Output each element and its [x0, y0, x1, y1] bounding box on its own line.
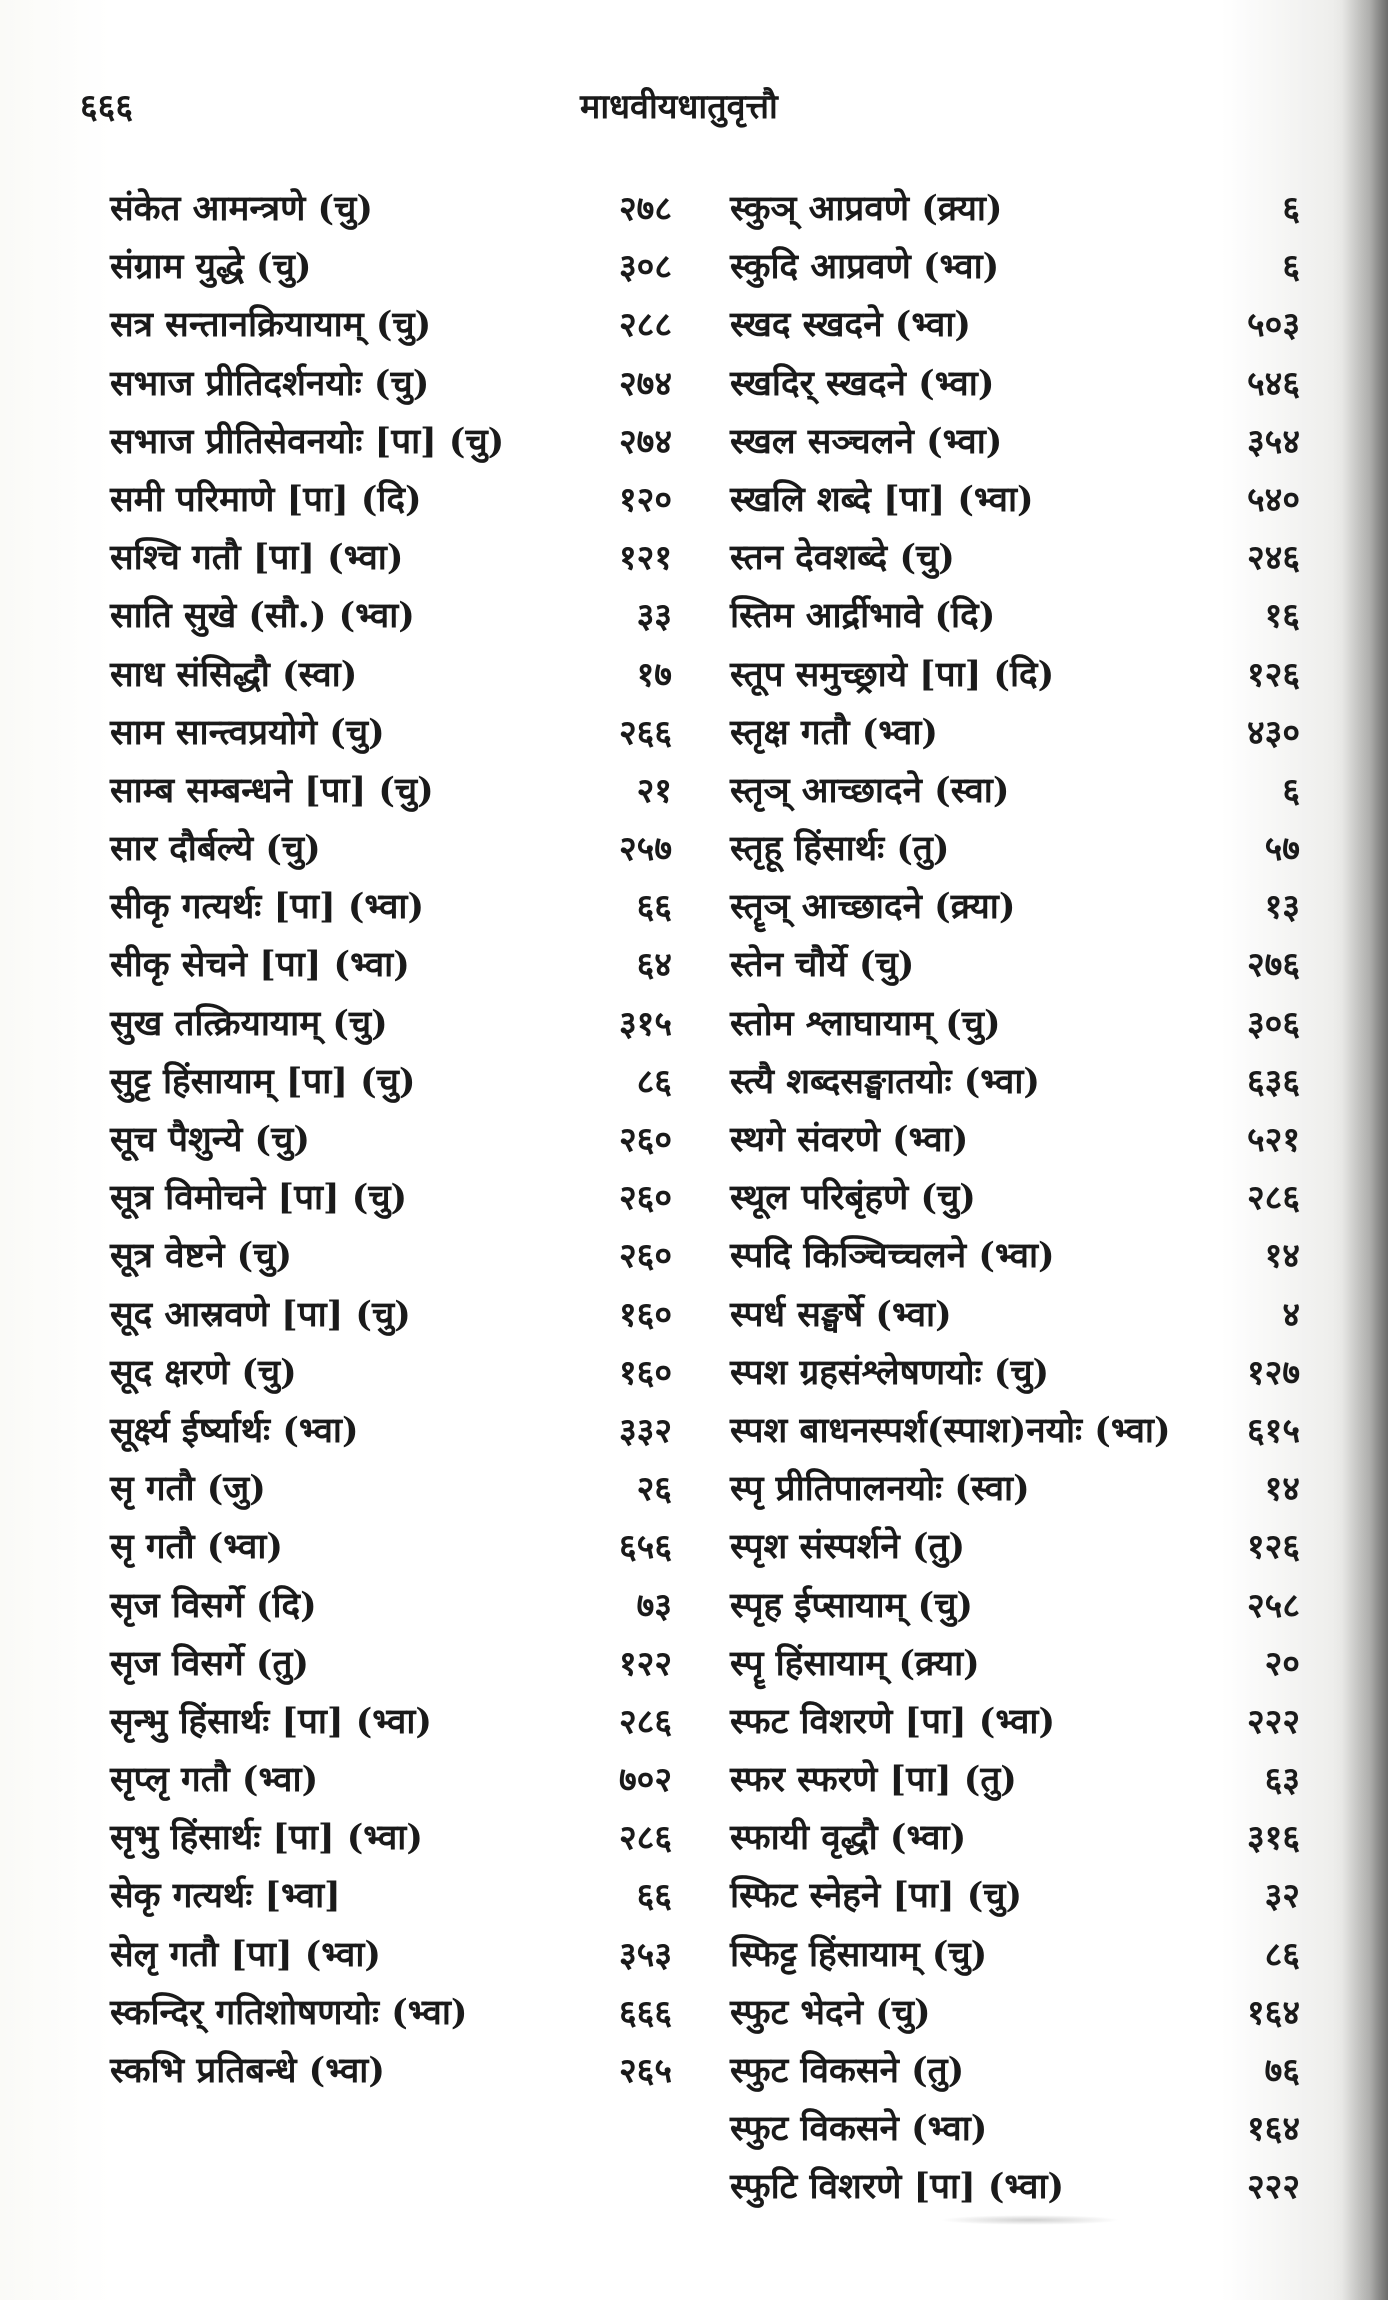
entry-root: स्फिट स्नेहने [पा] (चु) [730, 1875, 1023, 1917]
entry-root: स्तोम श्लाघायाम् (चु) [730, 1002, 1001, 1044]
entry-page-ref: ४ [1282, 1294, 1300, 1335]
index-entry [730, 936, 1300, 994]
index-entry [730, 413, 1300, 471]
index-entry [110, 587, 670, 645]
index-entry [730, 820, 1300, 878]
entry-root: सुख तत्क्रियायाम् (चु) [110, 1002, 388, 1044]
index-entry [730, 1460, 1300, 1518]
index-entry [730, 2158, 1300, 2216]
entry-page-ref: २६ [636, 1469, 672, 1510]
entry-root: साम्ब सम्बन्धने [पा] (चु) [110, 769, 434, 811]
entry-root: सूत्र विमोचने [पा] (चु) [110, 1177, 408, 1219]
index-entry [730, 1984, 1300, 2042]
entry-page-ref: ६ [1282, 247, 1300, 288]
index-entry [110, 1227, 670, 1285]
entry-page-ref: ६ [1282, 770, 1300, 811]
index-entry [110, 1460, 670, 1518]
index-entry [110, 820, 670, 878]
entry-root: संग्राम युद्धे (चु) [110, 246, 312, 288]
entry-root: स्फुट विकसने (भ्वा) [730, 2108, 988, 2150]
entry-root: सार दौर्बल्ये (चु) [110, 828, 321, 870]
entry-page-ref: ७६ [1264, 2051, 1300, 2091]
entry-root: सृ गतौ (भ्वा) [110, 1526, 283, 1568]
entry-root: साति सुखे (सौ.) (भ्वा) [110, 595, 415, 637]
entry-page-ref: ६३ [1264, 1760, 1300, 1801]
entry-root: सूच पैशुन्ये (चु) [110, 1119, 310, 1160]
entry-root: स्फुटि विशरणे [पा] (भ्वा) [730, 2166, 1065, 2208]
entry-page-ref: २८८ [618, 305, 672, 346]
entry-root: स्तॄञ् आच्छादने (क्र्या) [730, 886, 1016, 928]
index-entry [730, 1402, 1300, 1460]
entry-root: सश्चि गतौ [पा] (भ्वा) [110, 537, 404, 579]
entry-root: स्कन्दिर् गतिशोषणयोः (भ्वा) [110, 1991, 468, 2033]
index-entry [110, 529, 670, 587]
entry-page-ref: १४ [1264, 1469, 1300, 1510]
entry-root: सभाज प्रीतिसेवनयोः [पा] (चु) [110, 420, 505, 462]
index-entry [110, 1867, 670, 1925]
ink-smudge [940, 2215, 1120, 2225]
entry-page-ref: १३ [1264, 887, 1300, 928]
entry-page-ref: ६५६ [618, 1527, 672, 1568]
entry-root: समी परिमाणे [पा] (दि) [110, 478, 422, 520]
entry-root: सीकृ सेचने [पा] (भ्वा) [110, 944, 410, 986]
index-entry [730, 1169, 1300, 1227]
entry-root: सत्र सन्तानक्रियायाम् (चु) [110, 304, 432, 346]
index-entry [110, 1926, 670, 1984]
entry-page-ref: २१ [636, 770, 672, 811]
entry-page-ref: ३०६ [1246, 1003, 1300, 1044]
index-entry [730, 1111, 1300, 1169]
entry-root: स्पृश संस्पर्शने (तु) [730, 1526, 966, 1568]
index-entry [730, 1344, 1300, 1402]
index-entry [110, 1809, 670, 1867]
index-entry [110, 238, 670, 296]
entry-page-ref: २७४ [618, 363, 672, 404]
entry-page-ref: १६४ [1246, 1992, 1300, 2033]
right-column [730, 180, 1300, 2217]
entry-root: सूद क्षरणे (चु) [110, 1351, 297, 1393]
entry-page-ref: १२० [618, 479, 672, 520]
entry-page-ref: २८६ [618, 1701, 672, 1742]
index-entry [110, 878, 670, 936]
entry-page-ref: २५८ [1246, 1585, 1300, 1626]
entry-root: स्खदिर् स्खदने (भ्वा) [730, 362, 995, 404]
index-entry [110, 1577, 670, 1635]
entry-page-ref: ३०८ [618, 247, 672, 288]
entry-root: संकेत आमन्त्रणे (चु) [110, 188, 373, 229]
entry-page-ref: ६६६ [618, 1992, 672, 2033]
page-header [80, 82, 1330, 142]
index-entry [730, 878, 1300, 936]
entry-page-ref: ६ [1282, 189, 1300, 229]
index-entry [110, 646, 670, 704]
entry-root: साम सान्त्वप्रयोगे (चु) [110, 711, 385, 753]
index-entry [730, 1751, 1300, 1809]
entry-root: स्तृहू हिंसार्थः (तु) [730, 828, 950, 870]
entry-page-ref: २६५ [618, 2051, 672, 2091]
entry-page-ref: १६० [618, 1352, 672, 1393]
index-entry [730, 646, 1300, 704]
entry-root: स्पदि किञ्चिच्चलने (भ्वा) [730, 1235, 1055, 1277]
entry-root: स्तन देवशब्दे (चु) [730, 537, 955, 579]
entry-page-ref: १६० [618, 1294, 672, 1335]
entry-root: स्फायी वृद्धौ (भ्वा) [730, 1817, 967, 1859]
entry-page-ref: ५०३ [1246, 305, 1300, 346]
index-entry [110, 936, 670, 994]
entry-page-ref: २६६ [618, 712, 672, 753]
index-entry [110, 1693, 670, 1751]
entry-root: स्पॄ हिंसायाम् (क्र्या) [730, 1642, 980, 1684]
entry-page-ref: २२२ [1246, 2167, 1300, 2208]
entry-root: सूद आस्रवणे [पा] (चु) [110, 1293, 411, 1335]
entry-page-ref: १२७ [1246, 1352, 1300, 1393]
entry-page-ref: ५७ [1264, 829, 1300, 870]
index-entry [110, 704, 670, 762]
entry-page-ref: ५४६ [1246, 363, 1300, 404]
index-entry [110, 1984, 670, 2042]
index-entry [730, 2100, 1300, 2158]
entry-root: स्थगे संवरणे (भ्वा) [730, 1119, 969, 1160]
entry-root: सृभु हिंसार्थः [पा] (भ्वा) [110, 1817, 423, 1859]
entry-root: स्खल सञ्चलने (भ्वा) [730, 420, 1003, 462]
index-entry [110, 762, 670, 820]
entry-page-ref: १२१ [618, 538, 672, 579]
entry-page-ref: २६० [618, 1178, 672, 1219]
entry-root: स्फुट भेदने (चु) [730, 1991, 931, 2033]
entry-root: सृन्भु हिंसार्थः [पा] (भ्वा) [110, 1700, 432, 1742]
entry-page-ref: ७३ [636, 1585, 672, 1626]
index-entry [730, 355, 1300, 413]
index-entry [110, 296, 670, 354]
entry-page-ref: ३१६ [1246, 1818, 1300, 1859]
index-entry [730, 1809, 1300, 1867]
entry-root: सभाज प्रीतिदर्शनयोः (चु) [110, 362, 430, 404]
left-column [110, 180, 670, 2100]
entry-page-ref: २० [1264, 1643, 1300, 1684]
index-entry [730, 2042, 1300, 2100]
index-entry [730, 1926, 1300, 1984]
index-entry [110, 1344, 670, 1402]
entry-root: स्कुदि आप्रवणे (भ्वा) [730, 246, 1000, 288]
entry-root: साध संसिद्धौ (स्वा) [110, 653, 358, 695]
entry-page-ref: ५४० [1246, 479, 1300, 520]
entry-page-ref: १४ [1264, 1236, 1300, 1277]
entry-page-ref: ४३० [1246, 712, 1300, 753]
entry-page-ref: २८६ [618, 1818, 672, 1859]
index-entry [110, 1286, 670, 1344]
index-entry [730, 1635, 1300, 1693]
entry-page-ref: २२२ [1246, 1701, 1300, 1742]
entry-page-ref: ३३२ [618, 1410, 672, 1451]
page-edge-shadow [1342, 0, 1388, 2300]
entry-root: स्पर्ध सङ्घर्षे (भ्वा) [730, 1293, 952, 1335]
entry-root: स्पश ग्रहसंश्लेषणयोः (चु) [730, 1351, 1050, 1393]
entry-root: स्खलि शब्दे [पा] (भ्वा) [730, 478, 1034, 520]
entry-page-ref: १६ [1264, 596, 1300, 637]
index-entry [730, 529, 1300, 587]
entry-root: स्फर स्फरणे [पा] (तु) [730, 1759, 1017, 1801]
index-entry [110, 2042, 670, 2100]
index-entry [110, 471, 670, 529]
index-entry [730, 180, 1300, 238]
index-entry [730, 1518, 1300, 1576]
index-entry [110, 1053, 670, 1111]
entry-root: सृज विसर्गे (दि) [110, 1584, 317, 1626]
entry-root: स्तृक्ष गतौ (भ्वा) [730, 711, 938, 753]
entry-root: स्थूल परिबृंहणे (चु) [730, 1177, 976, 1219]
index-entry [110, 995, 670, 1053]
entry-page-ref: ६१५ [1246, 1410, 1300, 1451]
entry-page-ref: ६३६ [1246, 1061, 1300, 1102]
entry-page-ref: ८६ [1264, 1934, 1300, 1975]
index-entry [110, 413, 670, 471]
entry-page-ref: ६६ [636, 887, 672, 928]
entry-page-ref: २४६ [1246, 538, 1300, 579]
entry-page-ref: १२६ [1246, 654, 1300, 695]
entry-page-ref: २७८ [618, 189, 672, 229]
entry-root: सृप्लृ गतौ (भ्वा) [110, 1759, 319, 1801]
entry-page-ref: ३३ [636, 596, 672, 637]
entry-page-ref: २६० [618, 1236, 672, 1277]
entry-root: सूत्र वेष्टने (चु) [110, 1235, 293, 1277]
index-entry [110, 355, 670, 413]
entry-root: सुट्ट हिंसायाम् [पा] (चु) [110, 1060, 416, 1102]
index-entry [730, 1227, 1300, 1285]
running-title: माधवीयधातुवृत्तौ [580, 87, 778, 127]
entry-page-ref: १२२ [618, 1643, 672, 1684]
index-entry [730, 1286, 1300, 1344]
index-entry [110, 1635, 670, 1693]
entry-page-ref: २७४ [618, 421, 672, 462]
entry-root: सृ गतौ (जु) [110, 1468, 266, 1510]
index-entry [110, 1111, 670, 1169]
index-entry [730, 1867, 1300, 1925]
entry-root: स्कभि प्रतिबन्धे (भ्वा) [110, 2050, 385, 2091]
index-entry [110, 1751, 670, 1809]
entry-root: स्फिट्ट हिंसायाम् (चु) [730, 1933, 988, 1975]
index-entry [730, 471, 1300, 529]
entry-page-ref: ३५३ [618, 1934, 672, 1975]
entry-page-ref: ३२ [1264, 1876, 1300, 1917]
entry-page-ref: ८६ [636, 1061, 672, 1102]
entry-page-ref: २६० [618, 1120, 672, 1160]
page-number: ६६६ [80, 87, 134, 127]
index-entry [110, 180, 670, 238]
entry-page-ref: २५७ [618, 829, 672, 870]
index-entry [730, 1577, 1300, 1635]
entry-root: स्खद स्खदने (भ्वा) [730, 304, 971, 346]
entry-root: स्पृ प्रीतिपालनयोः (स्वा) [730, 1468, 1030, 1510]
entry-page-ref: १६४ [1246, 2109, 1300, 2150]
entry-root: स्तिम आर्द्रीभावे (दि) [730, 595, 996, 637]
entry-page-ref: १२६ [1246, 1527, 1300, 1568]
entry-root: स्पश बाधनस्पर्श(स्पाश)नयोः (भ्वा) [730, 1409, 1171, 1451]
index-entry [730, 1693, 1300, 1751]
entry-page-ref: ५२१ [1246, 1120, 1300, 1160]
index-entry [730, 995, 1300, 1053]
index-entry [730, 587, 1300, 645]
entry-root: स्तृञ् आच्छादने (स्वा) [730, 769, 1010, 811]
entry-root: स्त्यै शब्दसङ्घातयोः (भ्वा) [730, 1060, 1040, 1102]
entry-page-ref: १७ [636, 654, 672, 695]
index-entry [110, 1518, 670, 1576]
entry-root: सेकृ गत्यर्थः [भ्वा] [110, 1875, 341, 1917]
entry-page-ref: ६४ [636, 945, 672, 986]
entry-root: स्कुञ् आप्रवणे (क्र्या) [730, 188, 1003, 229]
entry-root: सीकृ गत्यर्थः [पा] (भ्वा) [110, 886, 425, 928]
entry-page-ref: ३५४ [1246, 421, 1300, 462]
index-entry [730, 296, 1300, 354]
index-entry [730, 238, 1300, 296]
entry-page-ref: २७६ [1246, 945, 1300, 986]
entry-page-ref: २८६ [1246, 1178, 1300, 1219]
index-entry [730, 1053, 1300, 1111]
entry-page-ref: ३१५ [618, 1003, 672, 1044]
index-entry [730, 704, 1300, 762]
entry-root: स्पृह ईप्सायाम् (चु) [730, 1584, 973, 1626]
entry-page-ref: ७०२ [618, 1760, 672, 1801]
entry-root: स्फुट विकसने (तु) [730, 2050, 965, 2091]
entry-root: स्तूप समुच्छ्राये [पा] (दि) [730, 653, 1055, 695]
entry-root: स्फट विशरणे [पा] (भ्वा) [730, 1700, 1056, 1742]
index-entry [110, 1169, 670, 1227]
entry-root: सृज विसर्गे (तु) [110, 1642, 309, 1684]
index-entry [110, 1402, 670, 1460]
entry-root: सेलृ गतौ [पा] (भ्वा) [110, 1933, 381, 1975]
entry-root: सूर्क्ष्य ईर्ष्यार्थः (भ्वा) [110, 1409, 359, 1451]
entry-page-ref: ६६ [636, 1876, 672, 1917]
entry-root: स्तेन चौर्ये (चु) [730, 944, 915, 986]
index-entry [730, 762, 1300, 820]
